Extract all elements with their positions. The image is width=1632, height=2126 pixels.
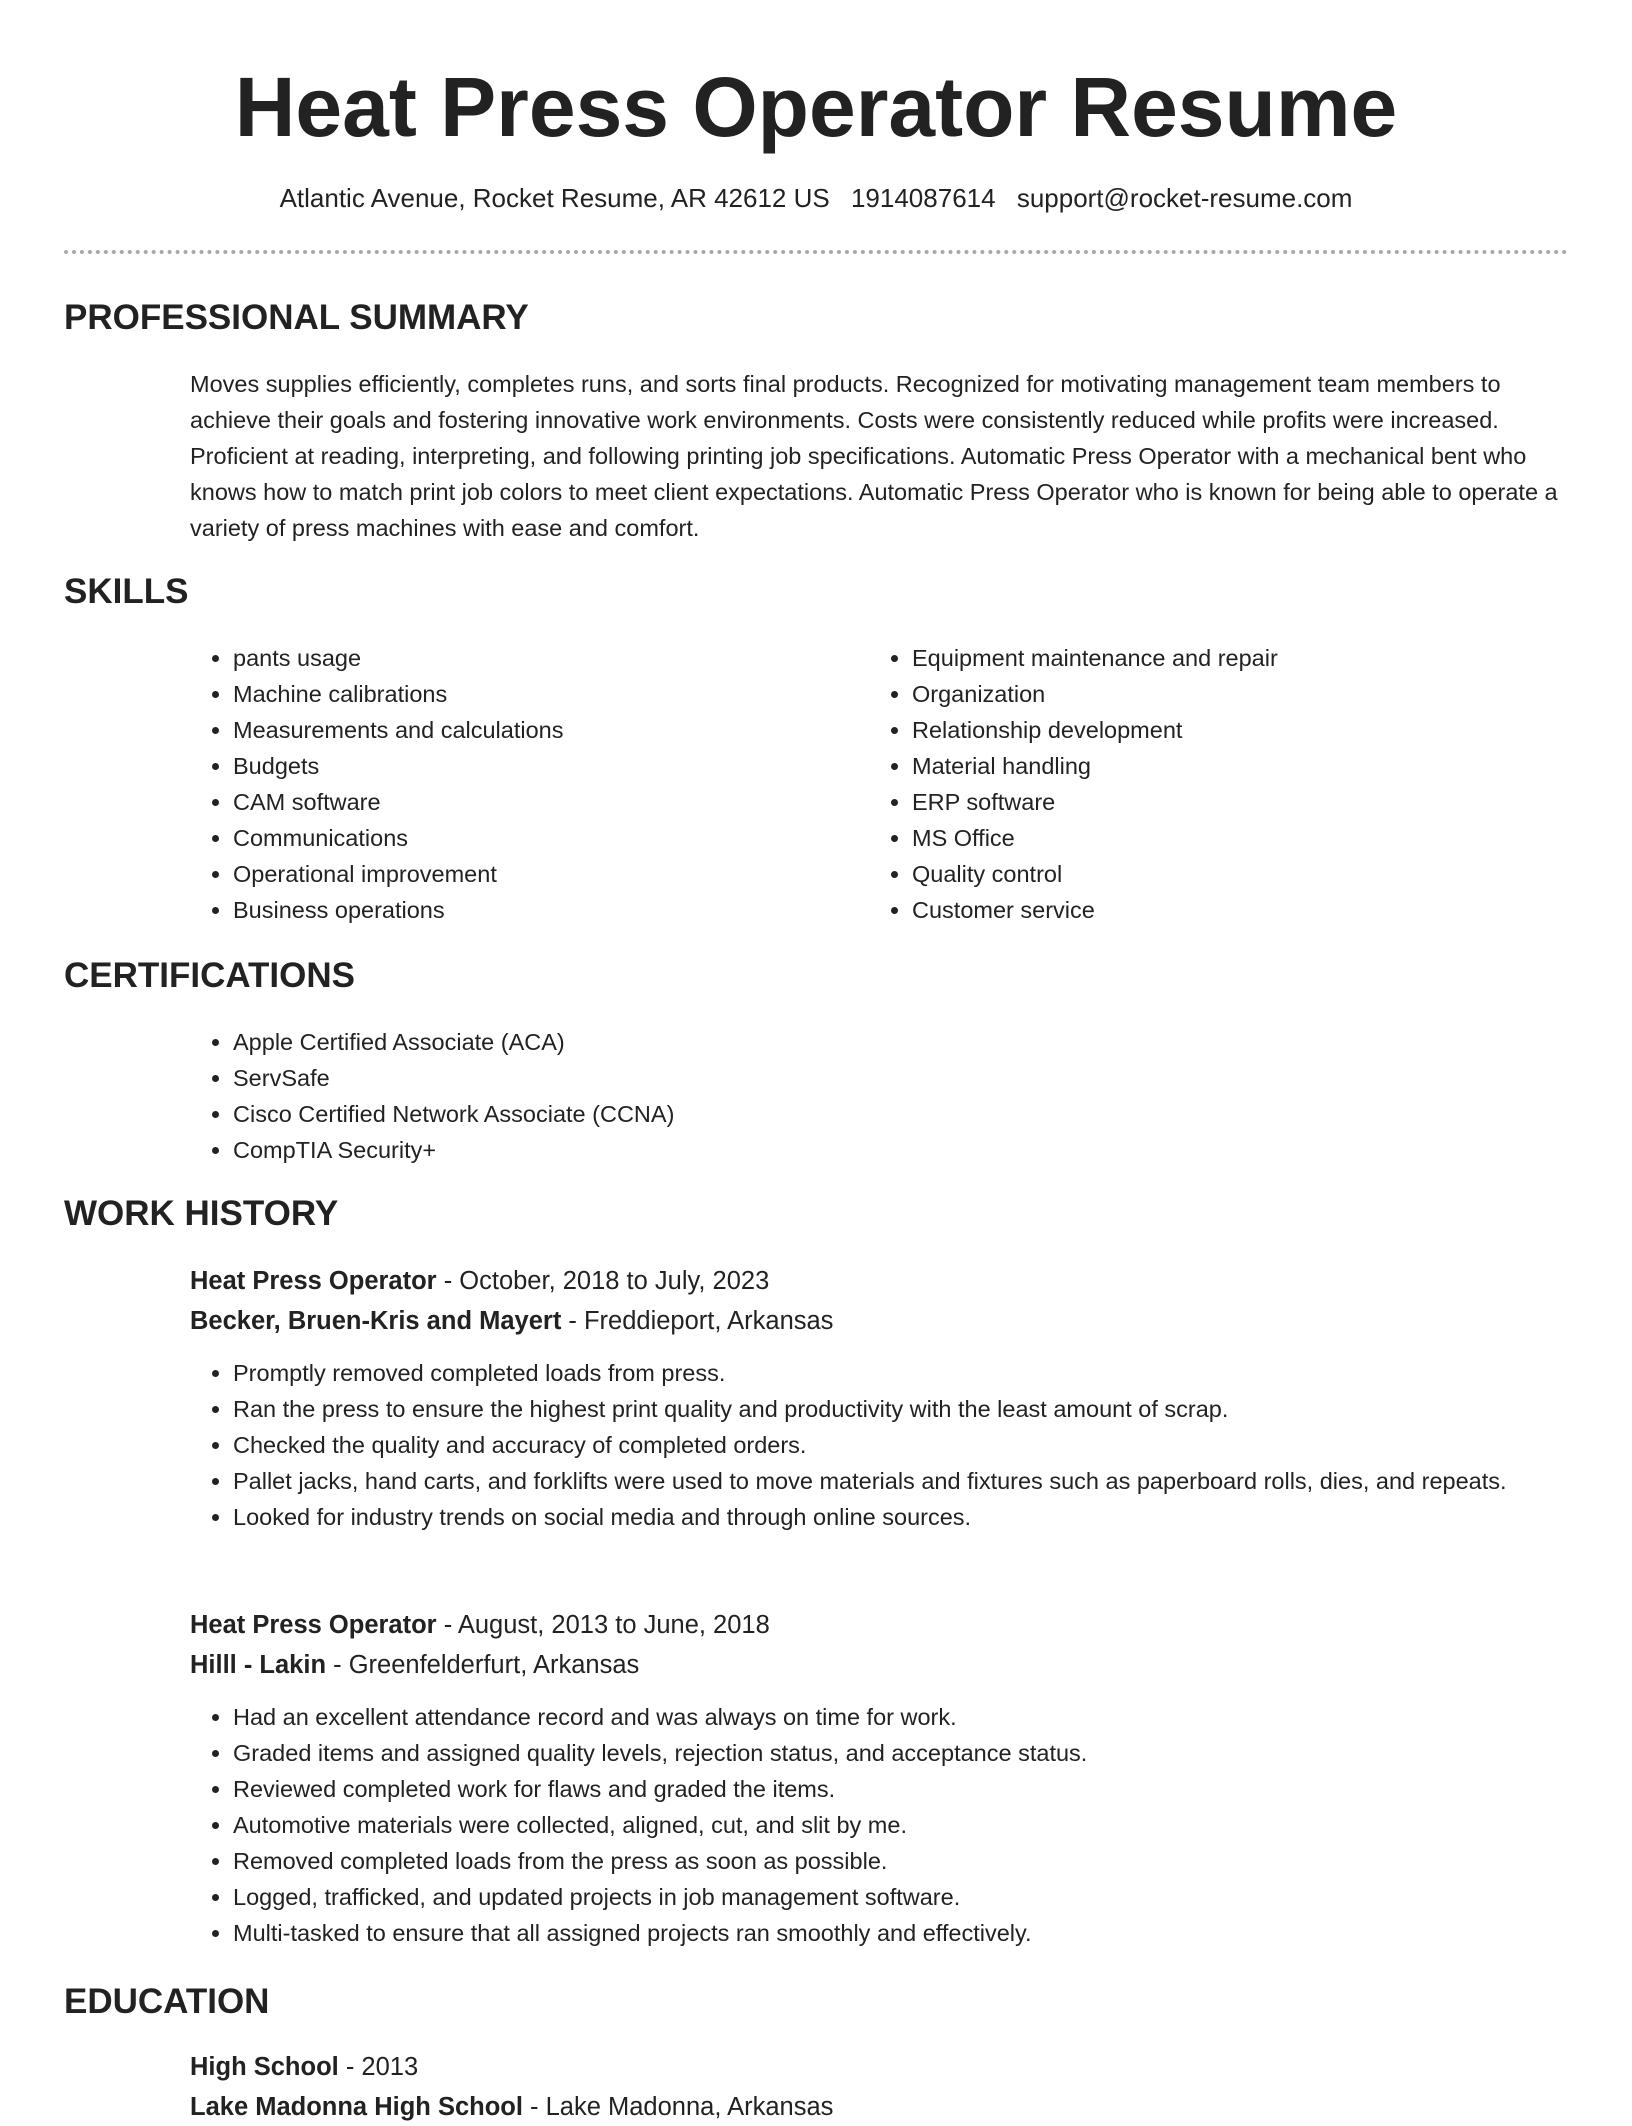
job-bullet: • Ran the press to ensure the highest print quality and productivity with the least amount of scrap. <box>233 1391 1563 1427</box>
skills-heading: SKILLS <box>64 572 189 611</box>
certifications-heading: CERTIFICATIONS <box>64 956 356 995</box>
skill-item: • pants usage <box>233 640 833 676</box>
education-degree: High School <box>190 2053 339 2081</box>
summary-heading: PROFESSIONAL SUMMARY <box>64 298 529 337</box>
job-bullet: • Pallet jacks, hand carts, and forklifts were used to move materials and fixtures such as paperboard rolls, dies, and repeats. <box>233 1463 1563 1499</box>
job-1-dates: - October, 2018 to July, 2023 <box>436 1267 770 1295</box>
resume-title: Heat Press Operator Resume <box>234 60 1398 154</box>
job-1-location: - Freddieport, Arkansas <box>561 1307 834 1335</box>
education-school-line <box>190 2088 833 2126</box>
header-divider <box>64 250 1568 254</box>
skill-item: • Business operations <box>233 892 833 928</box>
skill-item: • Organization <box>912 676 1562 712</box>
skill-item: • Operational improvement <box>233 856 833 892</box>
education-school: Lake Madonna High School <box>190 2093 523 2121</box>
skill-item: • Material handling <box>912 748 1562 784</box>
skill-item: • Measurements and calculations <box>233 712 833 748</box>
education-heading: EDUCATION <box>64 1982 270 2021</box>
education-degree-line <box>190 2048 418 2086</box>
job-bullet: • Reviewed completed work for flaws and graded the items. <box>233 1771 1563 1807</box>
job-1-bullets <box>190 1355 1563 1535</box>
skill-item: • Customer service <box>912 892 1562 928</box>
job-2-title-line <box>190 1606 770 1644</box>
summary-text: Moves supplies efficiently, completes runs, and sorts final products. Recognized for motivating management team members to achieve their goals and fostering innovative work environments. Costs were consistently reduced while profits were increased. Proficient at reading, interpreting, and following printing job specifications. Automatic Press Operator with a mechanical bent who knows how to match print job colors to meet client expectations. Automatic Press Operator who is known for being able to operate a variety of press machines with ease and comfort. <box>190 371 1558 541</box>
skill-item: • Machine calibrations <box>233 676 833 712</box>
certification-item: • ServSafe <box>233 1060 1533 1096</box>
skills-list-right <box>869 640 1562 928</box>
job-1-company-line <box>190 1302 833 1340</box>
contact-email: support@rocket-resume.com <box>1016 183 1353 213</box>
job-2-title: Heat Press Operator <box>190 1611 437 1639</box>
skills-list-left <box>190 640 833 928</box>
certifications-list <box>190 1024 1533 1168</box>
job-bullet: • Looked for industry trends on social media and through online sources. <box>233 1499 1563 1535</box>
job-bullet: • Logged, trafficked, and updated projects in job management software. <box>233 1879 1563 1915</box>
job-bullet: • Automotive materials were collected, aligned, cut, and slit by me. <box>233 1807 1563 1843</box>
job-2-company-line <box>190 1646 639 1684</box>
job-bullet: • Promptly removed completed loads from press. <box>233 1355 1563 1391</box>
skill-item: • Equipment maintenance and repair <box>912 640 1562 676</box>
job-2-dates: - August, 2013 to June, 2018 <box>436 1611 770 1639</box>
job-bullet: • Graded items and assigned quality levels, rejection status, and acceptance status. <box>233 1735 1563 1771</box>
work-history-heading: WORK HISTORY <box>64 1194 339 1233</box>
job-1-title-line <box>190 1262 769 1300</box>
job-bullet: • Had an excellent attendance record and was always on time for work. <box>233 1699 1563 1735</box>
job-bullet: • Removed completed loads from the press as soon as possible. <box>233 1843 1563 1879</box>
contact-address: Atlantic Avenue, Rocket Resume, AR 42612 US <box>279 183 830 213</box>
skill-item: • Communications <box>233 820 833 856</box>
job-2-location: - Greenfelderfurt, Arkansas <box>326 1651 640 1679</box>
job-2-company: Hilll - Lakin <box>190 1651 327 1679</box>
contact-line <box>0 178 1632 218</box>
skill-item: • ERP software <box>912 784 1562 820</box>
job-bullet: • Multi-tasked to ensure that all assigned projects ran smoothly and effectively. <box>233 1915 1563 1951</box>
skill-item: • CAM software <box>233 784 833 820</box>
certification-item: • Cisco Certified Network Associate (CCNA) <box>233 1096 1533 1132</box>
certification-item: • Apple Certified Associate (ACA) <box>233 1024 1533 1060</box>
skill-item: • MS Office <box>912 820 1562 856</box>
job-1-title: Heat Press Operator <box>190 1267 437 1295</box>
contact-phone: 1914087614 <box>850 183 996 213</box>
education-location: - Lake Madonna, Arkansas <box>522 2093 834 2121</box>
skill-item: • Quality control <box>912 856 1562 892</box>
education-year: - 2013 <box>338 2053 419 2081</box>
job-bullet: • Checked the quality and accuracy of completed orders. <box>233 1427 1563 1463</box>
skill-item: • Relationship development <box>912 712 1562 748</box>
certification-item: • CompTIA Security+ <box>233 1132 1533 1168</box>
job-2-bullets <box>190 1699 1563 1951</box>
job-1-company: Becker, Bruen-Kris and Mayert <box>190 1307 562 1335</box>
skill-item: • Budgets <box>233 748 833 784</box>
